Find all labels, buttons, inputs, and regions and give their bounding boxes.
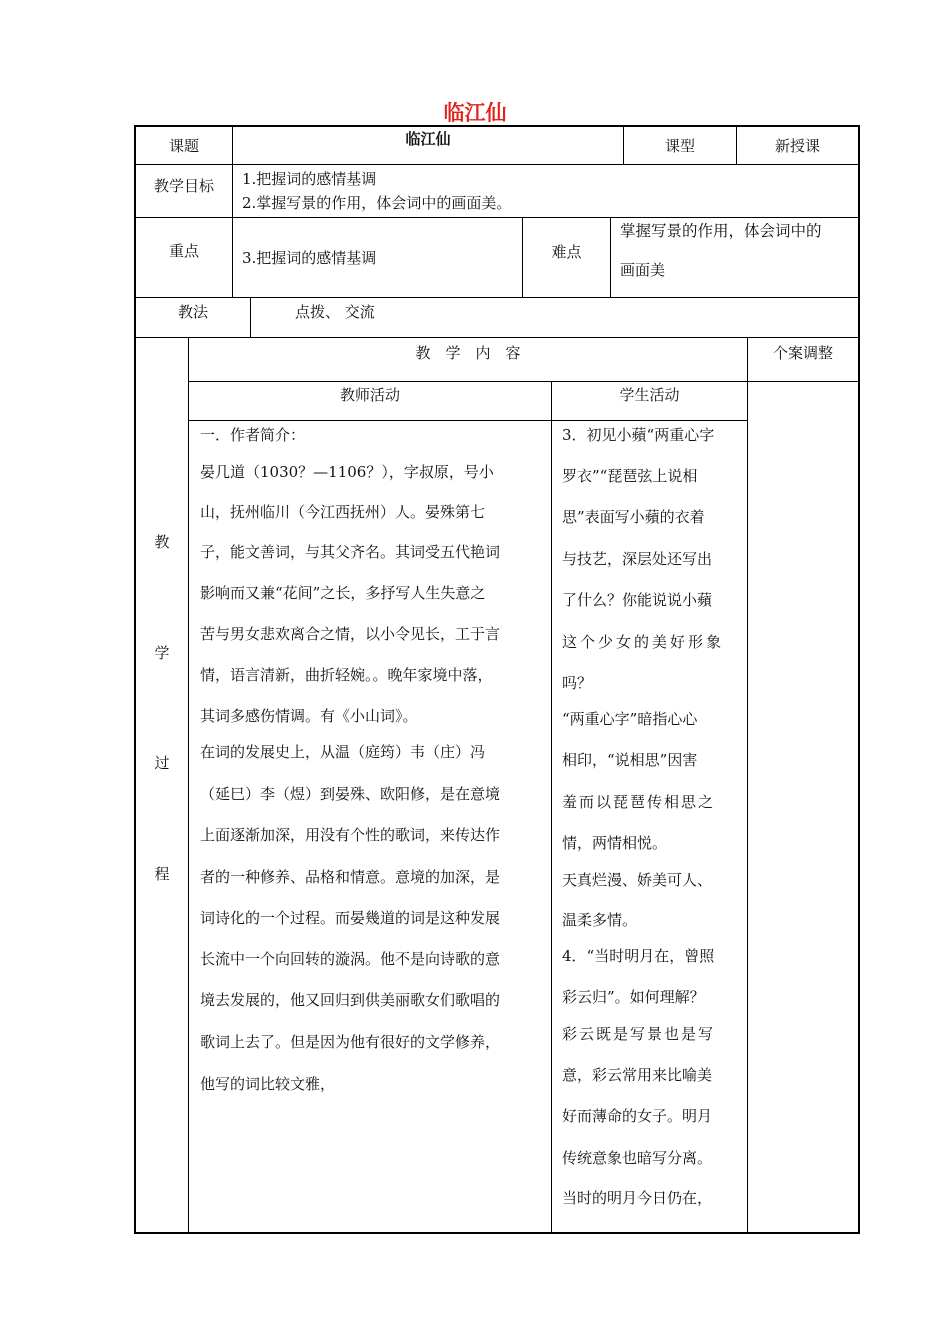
teacher-line: 晏几道（1030？—1106？），字叔原，号小 (200, 463, 494, 481)
objective-line: 1.把握词的感情基调 (242, 170, 377, 188)
teacher-line: 在词的发展史上，从温（庭筠）韦（庄）冯 (200, 743, 486, 761)
teacher-line: 苦与男女悲欢离合之情，以小令见长，工于言 (200, 625, 501, 643)
student-line: 传统意象也暗写分离。 (562, 1149, 713, 1167)
teacher-header: 教师活动 (339, 386, 400, 404)
student-line: 羞而以琵琶传相思之 (562, 793, 716, 811)
side-char: 程 (154, 865, 170, 883)
topic-value: 临江仙 (405, 130, 451, 148)
student-line: 情，两情相悦。 (562, 834, 668, 852)
student-line: 吗？ (562, 674, 593, 692)
student-line: 3．初见小蘋“两重心字 (562, 426, 715, 444)
teacher-line: 词诗化的一个过程。而晏幾道的词是这种发展 (200, 909, 501, 927)
teacher-line: 歌词上去了。但是因为他有很好的文学修养， (200, 1033, 501, 1051)
student-line: 彩云归”。如何理解？ (562, 988, 705, 1006)
document-title: 临江仙 (443, 101, 507, 125)
difficulty-line: 掌握写景的作用，体会词中的 (620, 222, 822, 240)
content-header: 教 学 内 容 (415, 344, 521, 362)
student-line: 相印，“说相思”因害 (562, 751, 698, 769)
student-line: 好而薄命的女子。明月 (562, 1107, 713, 1125)
student-line: 天真烂漫、娇美可人、 (562, 871, 713, 889)
student-line: 温柔多情。 (562, 911, 638, 929)
teacher-line: （延巳）李（煜）到晏殊、欧阳修，是在意境 (200, 785, 501, 803)
side-char: 教 (154, 533, 170, 551)
teacher-line: 影响而又兼“花间”之长，多抒写人生失意之 (200, 584, 486, 602)
student-line: 4．“当时明月在，曾照 (562, 947, 715, 965)
teacher-line: 者的一种修养、品格和情意。意境的加深，是 (200, 868, 501, 886)
student-line: 罗衣”“琵琶弦上说相 (562, 467, 698, 485)
topic-label: 课题 (168, 137, 199, 155)
student-line: 与技艺，深层处还写出 (562, 550, 713, 568)
teacher-line: 境去发展的，他又回归到供美丽歌女们歌唱的 (200, 991, 501, 1009)
side-char: 过 (154, 754, 170, 772)
student-line: 思”表面写小蘋的衣着 (562, 508, 705, 526)
teacher-line: 其词多感伤情调。有《小山词》。 (200, 707, 418, 725)
student-header: 学生活动 (619, 386, 680, 404)
teacher-line: 上面逐渐加深，用没有个性的歌词，来传达作 (200, 826, 501, 844)
teacher-line: 长流中一个向回转的漩涡。他不是向诗歌的意 (200, 950, 501, 968)
student-line: “两重心字”暗指心心 (562, 710, 698, 728)
student-line: 当时的明月今日仍在， (562, 1189, 713, 1207)
difficulty-line: 画面美 (620, 261, 666, 279)
side-char: 学 (154, 644, 170, 662)
difficulty-label: 难点 (551, 243, 582, 261)
student-line: 了什么？你能说说小蘋 (562, 591, 713, 609)
teacher-line: 情，语言清新，曲折轻婉。。晚年家境中落， (200, 666, 493, 684)
lesson-type-label: 课型 (664, 137, 695, 155)
lesson-type-value: 新授课 (774, 137, 820, 155)
student-line: 意，彩云常用来比喻美 (562, 1066, 713, 1084)
objective-line: 2.掌握写景的作用，体会词中的画面美。 (242, 194, 512, 212)
key-point-label: 重点 (168, 242, 199, 260)
method-label: 教法 (177, 303, 208, 321)
adjust-header: 个案调整 (772, 344, 833, 362)
student-line: 彩云既是写景也是写 (562, 1025, 716, 1043)
teacher-line: 一．作者简介： (200, 426, 306, 444)
teacher-line: 他写的词比较文雅， (200, 1075, 336, 1093)
student-line: 这个少女的美好形象 (562, 633, 725, 651)
objectives-label: 教学目标 (153, 177, 214, 195)
teacher-line: 子，能文善词，与其父齐名。其词受五代艳词 (200, 543, 501, 561)
method-value: 点拨、 交流 (295, 303, 375, 321)
key-point-value: 3.把握词的感情基调 (242, 249, 377, 267)
teacher-line: 山，抚州临川（今江西抚州）人。晏殊第七 (200, 503, 486, 521)
